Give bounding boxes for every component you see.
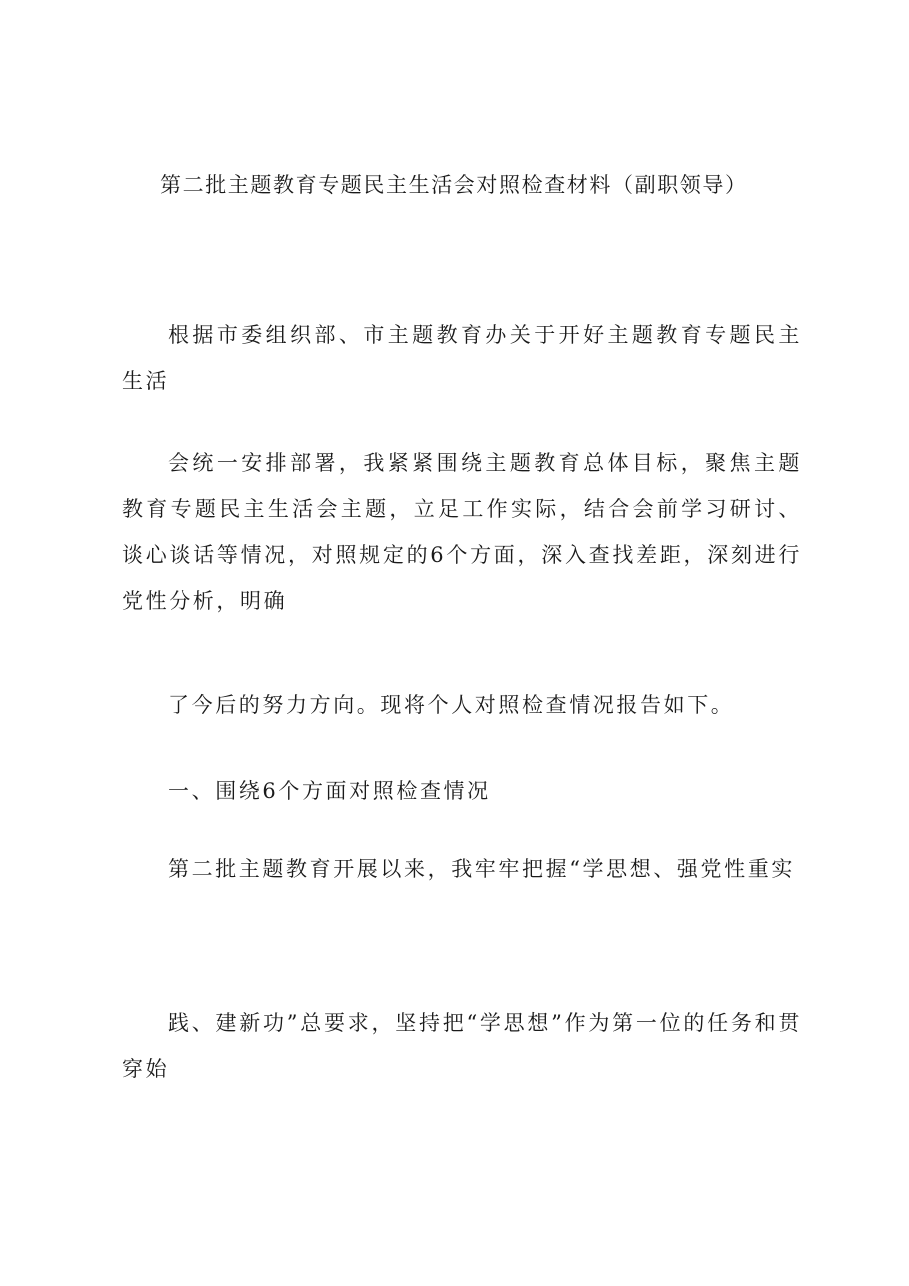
document-title: 第二批主题教育专题民主生活会对照检查材料（副职领导） <box>160 173 748 197</box>
paragraph-arrangement: 会统一安排部署，我紧紧围绕主题教育总体目标，聚焦主题教育专题民主生活会主题，立足工作实际，结合会前学习研讨、谈心谈话等情况，对照规定的6个方面，深入查找差距，深刻进行党性分析，明确 <box>122 451 802 613</box>
section-heading-one: 一、围绕6个方面对照检查情况 <box>168 779 491 803</box>
paragraph-requirements: 第二批主题教育开展以来，我牢牢把握“学思想、强党性重实 <box>168 857 795 881</box>
paragraph-direction: 了今后的努力方向。现将个人对照检查情况报告如下。 <box>168 693 735 717</box>
paragraph-intro: 根据市委组织部、市主题教育办关于开好主题教育专题民主生活 <box>122 323 802 393</box>
paragraph-first-task: 践、建新功”总要求，坚持把“学思想”作为第一位的任务和贯穿始 <box>122 1011 802 1081</box>
